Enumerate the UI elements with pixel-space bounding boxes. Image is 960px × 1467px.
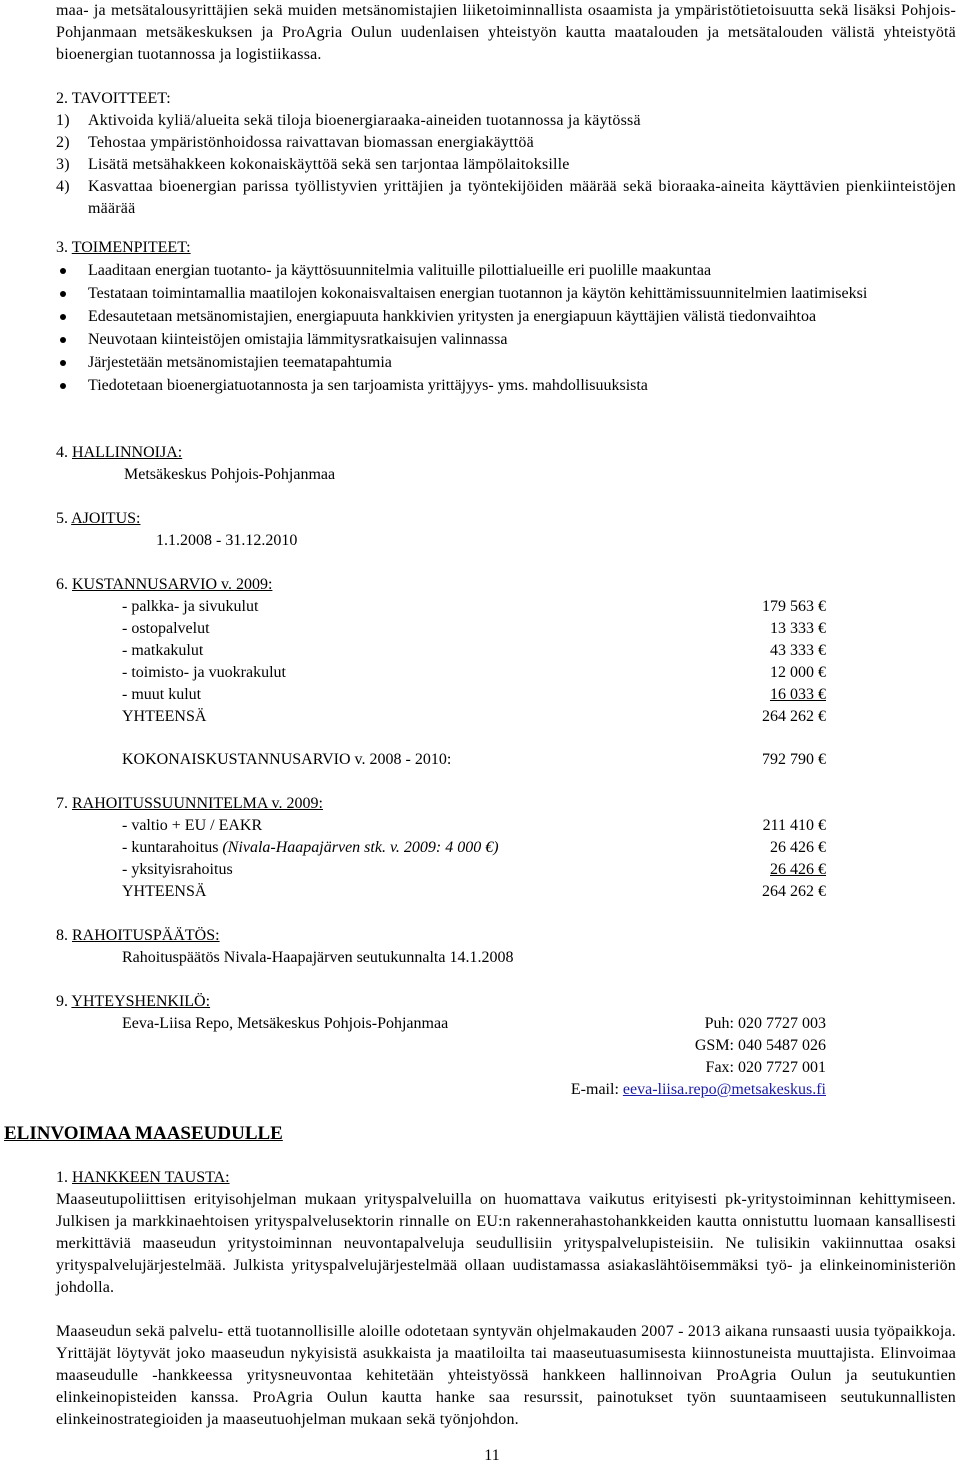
financing-heading: 7. RAHOITUSSUUNNITELMA v. 2009: (56, 795, 323, 812)
section-title: ELINVOIMAA MAASEUDULLE (4, 1123, 283, 1144)
bullet-icon (60, 383, 66, 389)
bullet-icon (60, 314, 66, 320)
contact-phone: Puh: 020 7727 003 (704, 1015, 826, 1032)
budget-total-row: YHTEENSÄ 264 262 € (122, 708, 826, 725)
budget-row: - palkka- ja sivukulut 179 563 € (122, 598, 826, 615)
action-item: Testataan toimintamallia maatilojen kokonaisvaltaisen energian tuotannon ja käytön kehittämissuunnitelmien laatimiseksi (56, 283, 956, 305)
background-paragraph-2: Maaseudun sekä palvelu- että tuotannollisille aloille odotetaan syntyvän ohjelmakauden 2007 - 2013 aikana runsaasti uusia työpaikkoja. Yrittäjät löytyvät joko maaseudun nykyisistä asukkaista ja maatiloilta tai maaseutuasumisesta kiinnostuneista muuttajista. Elinvoimaa maaseudulle -hankkeessa yritysneuvontaa kehitetään yhteistyössä hankkeen hallinnoivan ProAgria Oulun ja seutukuntien elinkeinopisteiden kanssa. ProAgria Oulun kautta hanke saa resurssit, painotukset työn suuntaamiseen seutukunnallisten elinkeinostrategioiden ja maaseutuohjelman mukaan sekä työnjohdon. (56, 1323, 956, 1428)
goals-heading: 2. TAVOITTEET: (56, 90, 171, 107)
background-heading: 1. HANKKEEN TAUSTA: (56, 1169, 230, 1186)
budget-row: - toimisto- ja vuokrakulut 12 000 € (122, 664, 826, 681)
decision-heading: 8. RAHOITUSPÄÄTÖS: (56, 927, 220, 944)
goal-item: 1) Aktivoida kyliä/alueita sekä tiloja bioenergiaraaka-aineiden tuotannossa ja käytössä (56, 112, 641, 129)
goals-list (56, 110, 956, 220)
budget-row: - muut kulut 16 033 € (122, 686, 826, 703)
schedule-value: 1.1.2008 - 31.12.2010 (156, 532, 298, 549)
goal-item: 4) Kasvattaa bioenergian parissa työllistyvien yrittäjien ja työntekijöiden määrää sekä bioraaka-aineita käyttävien pienkiinteistöjen määrää (56, 178, 956, 217)
action-item: Tiedotetaan bioenergiatuotannosta ja sen tarjoamista yrittäjyys- yms. mahdollisuuksista (56, 375, 956, 397)
goal-item: 3) Lisätä metsähakkeen kokonaiskäyttöä sekä sen tarjontaa lämpölaitoksille (56, 156, 570, 173)
schedule-heading: 5. AJOITUS: (56, 510, 141, 527)
contact-block (122, 1013, 826, 1101)
page-number: 11 (484, 1447, 500, 1464)
contact-name: Eeva-Liisa Repo, Metsäkeskus Pohjois-Pohjanmaa (122, 1015, 449, 1032)
contact-fax: Fax: 020 7727 001 (705, 1059, 826, 1076)
financing-row: - yksityisrahoitus 26 426 € (122, 861, 826, 878)
actions-heading: 3. TOIMENPITEET: (56, 239, 191, 256)
contact-email-line: E-mail: eeva-liisa.repo@metsakeskus.fi (570, 1081, 826, 1098)
background-paragraph-1: Maaseutupoliittisen erityisohjelman mukaan yrityspalveluilla on huomattava vaikutus erityisesti pk-yritystoiminnan kehittymiseen. Julkisen ja markkinaehtoisen yrityspalvelusektorin rinnalle on EU:n rakennerahastohankkeiden kautta onnistuttu luomaan kansallisesti merkittäviä maaseudun yritystoiminnan neuvontapalveluja seudullisiin yrityspalvelupisteisiin. Ne tulisikin vakiinnuttaa osaksi yrityspalvelujärjestelmää. Julkista yrityspalvelujärjestelmää ollaan uudistamassa asiakaslähtöisemmäksi työ- ja elinkeinoministeriön johdolla. (56, 1191, 956, 1296)
decision-value: Rahoituspäätös Nivala-Haapajärven seutukunnalta 14.1.2008 (122, 949, 514, 966)
actions-list (56, 260, 956, 398)
bullet-icon (60, 337, 66, 343)
admin-value: Metsäkeskus Pohjois-Pohjanmaa (124, 466, 336, 483)
financing-total-row: YHTEENSÄ 264 262 € (122, 883, 826, 900)
budget-row: - matkakulut 43 333 € (122, 642, 826, 659)
financing-row: - kuntarahoitus (Nivala-Haapajärven stk. v. 2009: 4 000 €) 26 426 € (122, 839, 826, 856)
contact-gsm: GSM: 040 5487 026 (694, 1037, 826, 1054)
action-item: Edesautetaan metsänomistajien, energiapuuta hankkivien yritysten ja energiapuun käyttäjien välistä tiedonvaihtoa (56, 306, 956, 328)
contact-email-link[interactable]: eeva-liisa.repo@metsakeskus.fi (622, 1081, 826, 1098)
action-item: Laaditaan energian tuotanto- ja käyttösuunnitelmia valituille pilottialueille eri puolille maakuntaa (56, 260, 956, 282)
goal-item: 2) Tehostaa ympäristönhoidossa raivattavan biomassan energiakäyttöä (56, 134, 534, 151)
action-item: Neuvotaan kiinteistöjen omistajia lämmitysratkaisujen valinnassa (56, 329, 956, 351)
budget-heading: 6. KUSTANNUSARVIO v. 2009: (56, 576, 273, 593)
financing-row: - valtio + EU / EAKR 211 410 € (122, 817, 826, 834)
intro-paragraph: maa- ja metsätalousyrittäjien sekä muiden metsänomistajien liiketoiminnallista osaamista ja ympäristötietoisuutta sekä lisäksi Pohjois-Pohjanmaan metsäkeskuksen ja ProAgria Oulun uudenlaisen yhteistyön kautta maatalouden ja metsätalouden välistä yhteistyötä bioenergian tuotannossa ja logistiikassa. (56, 2, 956, 63)
budget-grand-total-row: KOKONAISKUSTANNUSARVIO v. 2008 - 2010: 792 790 € (122, 751, 826, 768)
bullet-icon (60, 268, 66, 274)
admin-heading: 4. HALLINNOIJA: (56, 444, 183, 461)
bullet-icon (60, 360, 66, 366)
contact-heading: 9. YHTEYSHENKILÖ: (56, 993, 211, 1010)
budget-row: - ostopalvelut 13 333 € (122, 620, 826, 637)
bullet-icon (60, 291, 66, 297)
action-item: Järjestetään metsänomistajien teematapahtumia (56, 352, 956, 374)
